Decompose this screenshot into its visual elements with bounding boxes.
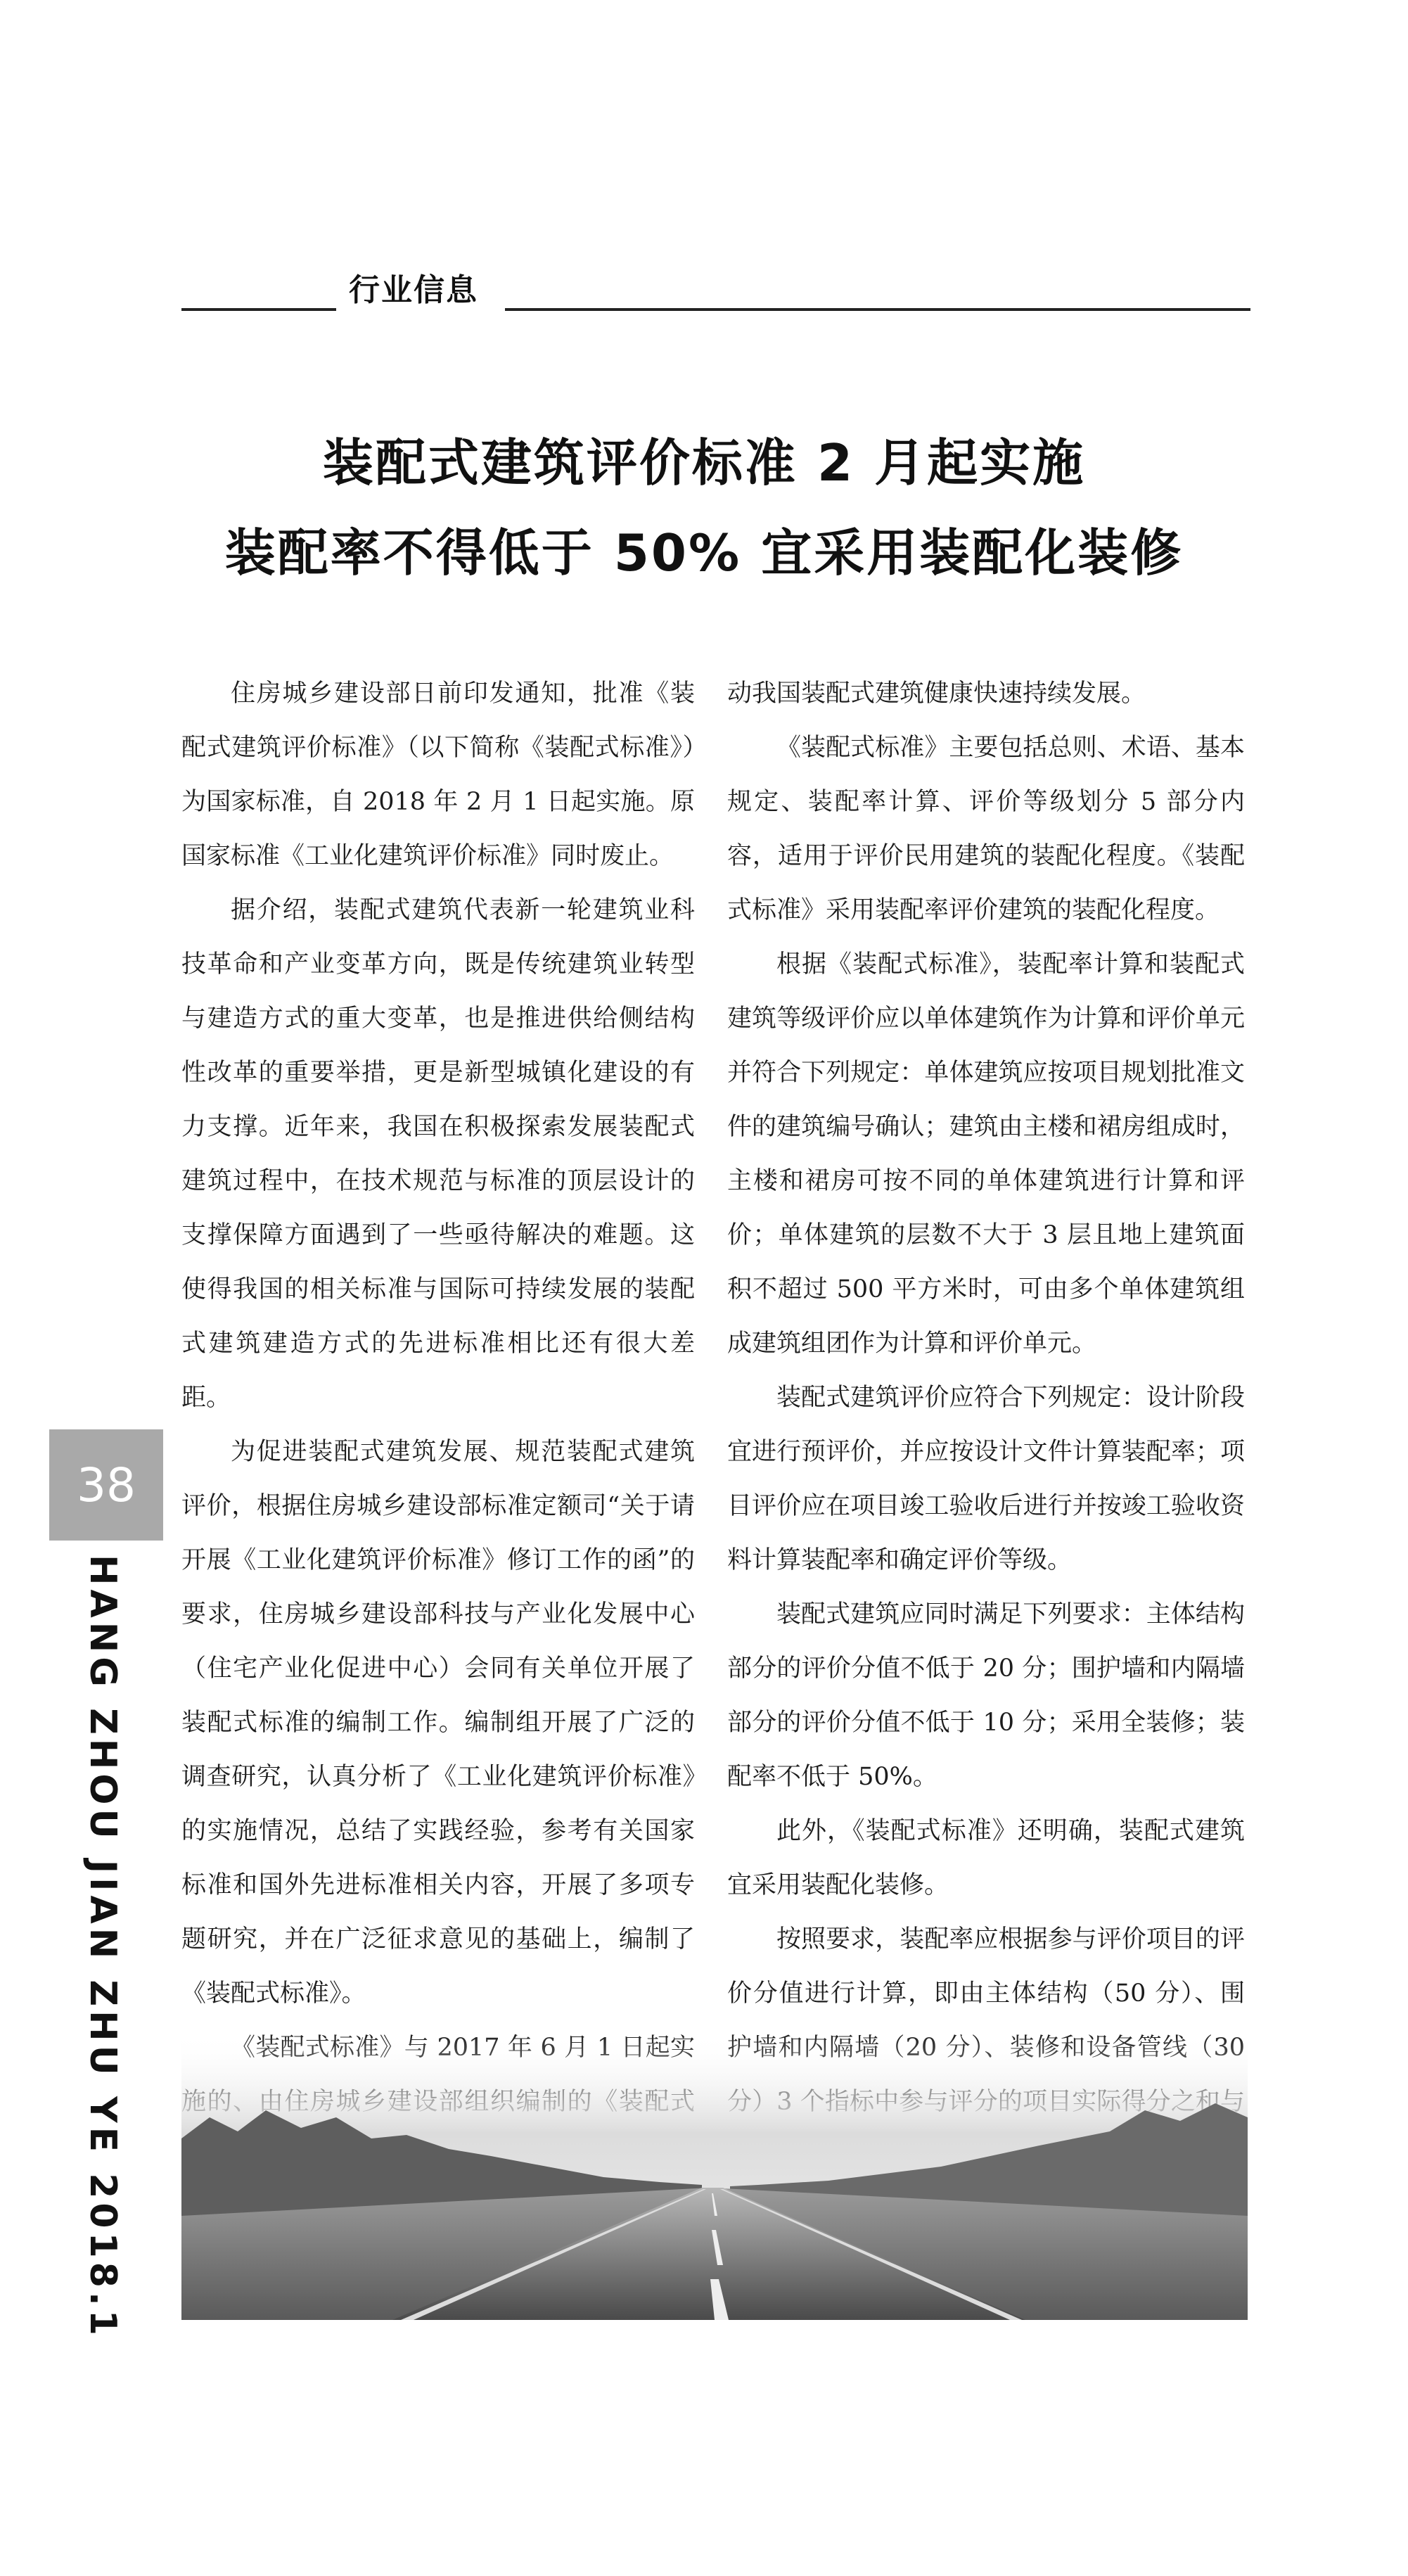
paragraph: 为促进装配式建筑发展、规范装配式建筑评价，根据住房城乡建设部标准定额司“关于请开展《工业化建筑评价标准》修订工作的函”的要求，住房城乡建设部科技与产业化发展中心（住宅产业化促进中心）会同有关单位开展了装配式标准的编制工作。编制组开展了广泛的调查研究，认真分析了《工业化建筑评价标准》的实施情况，总结了实践经验，参考有关国家标准和国外先进标准相关内容，开展了多项专题研究，并在广泛征求意见的基础上，编制了《装配式标准》。 (181, 1438, 695, 2008)
road-illustration (181, 2033, 1248, 2320)
article-title-line1: 装配式建筑评价标准 2 月起实施 (322, 433, 1086, 492)
paragraph: 《装配式标准》主要包括总则、术语、基本规定、装配率计算、评价等级划分 5 部分内容，适用于评价民用建筑的装配化程度。《装配式标准》采用装配率评价建筑的装配化程度。 (727, 734, 1245, 924)
paragraph: 据介绍，装配式建筑代表新一轮建筑业科技革命和产业变革方向，既是传统建筑业转型与建造方式的重大变革，也是推进供给侧结构性改革的重要举措，更是新型城镇化建设的有力支撑。近年来，我国在积极探索发展装配式建筑过程中，在技术规范与标准的顶层设计的支撑保障方面遇到了一些亟待解决的难题。这使得我国的相关标准与国际可持续发展的装配式建筑建造方式的先进标准相比还有很大差距。 (181, 896, 695, 1412)
right-column (727, 667, 1245, 2183)
paragraph: 装配式建筑评价应符合下列规定：设计阶段宜进行预评价，并应按设计文件计算装配率；项目评价应在项目竣工验收后进行并按竣工验收资料计算装配率和确定评价等级。 (727, 1384, 1245, 1574)
paragraph: 住房城乡建设部日前印发通知，批准《装配式建筑评价标准》（以下简称《装配式标准》）为国家标准，自 2018 年 2 月 1 日起实施。原国家标准《工业化建筑评价标准》同时废止。 (181, 680, 695, 870)
paragraph: 此外，《装配式标准》还明确，装配式建筑宜采用装配化装修。 (727, 1817, 1245, 1899)
section-header (181, 260, 1250, 317)
article-title-line2: 装配率不得低于 50% 宜采用装配化装修 (224, 523, 1184, 582)
road-image (181, 2033, 1248, 2320)
page-number: 38 (77, 1458, 136, 1512)
journal-running-title: HANG ZHOU JIAN ZHU YE 2018.1 (82, 1555, 124, 2340)
page-number-tab (49, 1429, 163, 1541)
paragraph: 根据《装配式标准》，装配率计算和装配式建筑等级评价应以单体建筑作为计算和评价单元并符合下列规定：单体建筑应按项目规划批准文件的建筑编号确认；建筑由主楼和裙房组成时，主楼和裙房可按不同的单体建筑进行计算和评价；单体建筑的层数不大于 3 层且地上建筑面积不超过 500 平方米时，可由多个单体建筑组成建筑组团作为计算和评价单元。 (727, 950, 1245, 1358)
header-rule-right (505, 308, 1250, 311)
paragraph: 装配式建筑应同时满足下列要求：主体结构部分的评价分值不低于 20 分；围护墙和内隔墙部分的评价分值不低于 10 分；采用全装修；装配率不低于 50%。 (727, 1600, 1245, 1791)
header-rule-left (181, 308, 336, 311)
paragraph: 按照要求，装配率应根据参与评价项目的评价分值进行计算，即由主体结构（50 分）、围 (727, 1925, 1245, 2008)
paragraph: 动我国装配式建筑健康快速持续发展。 (727, 680, 1146, 708)
section-label: 行业信息 (349, 272, 478, 308)
